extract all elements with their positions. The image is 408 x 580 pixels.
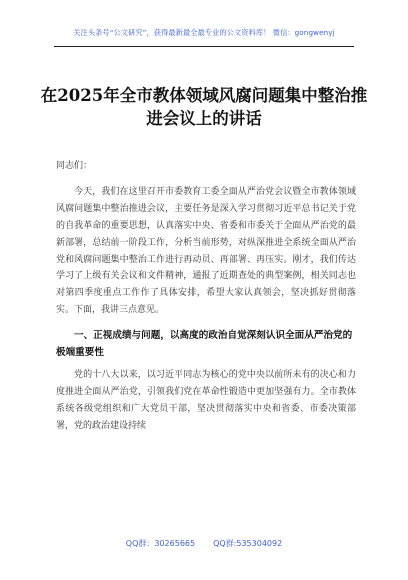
body-paragraph: 党的十八大以来，以习近平同志为核心的党中央以前所未有的决心和力度推进全面从严治党，引领我们党在革命性锻造中更加坚强有力。全市教体系统各级党组织和广大党员干部，坚决贯彻落实中央和省委、市委决策部署，党的政治建设持续 <box>56 370 356 431</box>
document-title: 在2025年全市教体领域风腐问题集中整治推进会议上的讲话 <box>40 86 368 128</box>
body-paragraph: 今天，我们在这里召开市委教育工委全面从严治党会议暨全市教体领域风腐问题集中整治推进会议，主要任务是深入学习贯彻习近平总书记关于党的自我革命的重要思想，认真落实中央、省委和市委关于全面从严治党的最新部署，总结前一阶段工作，分析当前形势，对纵深推进全系统全面从严治党和风腐问题集中整治工作进行再动员、再部署、再压实。刚才，我们传达学习了上级有关会议和文件精神，通报了近期查处的典型案例，相关同志也对第四季度重点工作作了具体安排，希望大家认真领会，坚决抓好贯彻落实。下面，我讲三点意见。 <box>56 186 356 316</box>
footer-qq-group-2: QQ群:535304092 <box>213 539 283 548</box>
header-promo-note: 关注头条号“公文研究”，获得最新最全最专业的公文资料库！ 微信：gongwenyj <box>73 28 335 37</box>
footer-contact <box>0 538 408 549</box>
section-heading: 一、正视成绩与问题，以高度的政治自觉深刻认识全面从严治党的极端重要性 <box>56 330 353 359</box>
footer-qq-group-1: QQ群：30265665 <box>125 539 196 548</box>
salutation: 同志们： <box>56 161 93 171</box>
header-divider <box>54 46 354 47</box>
document-body <box>56 158 356 435</box>
